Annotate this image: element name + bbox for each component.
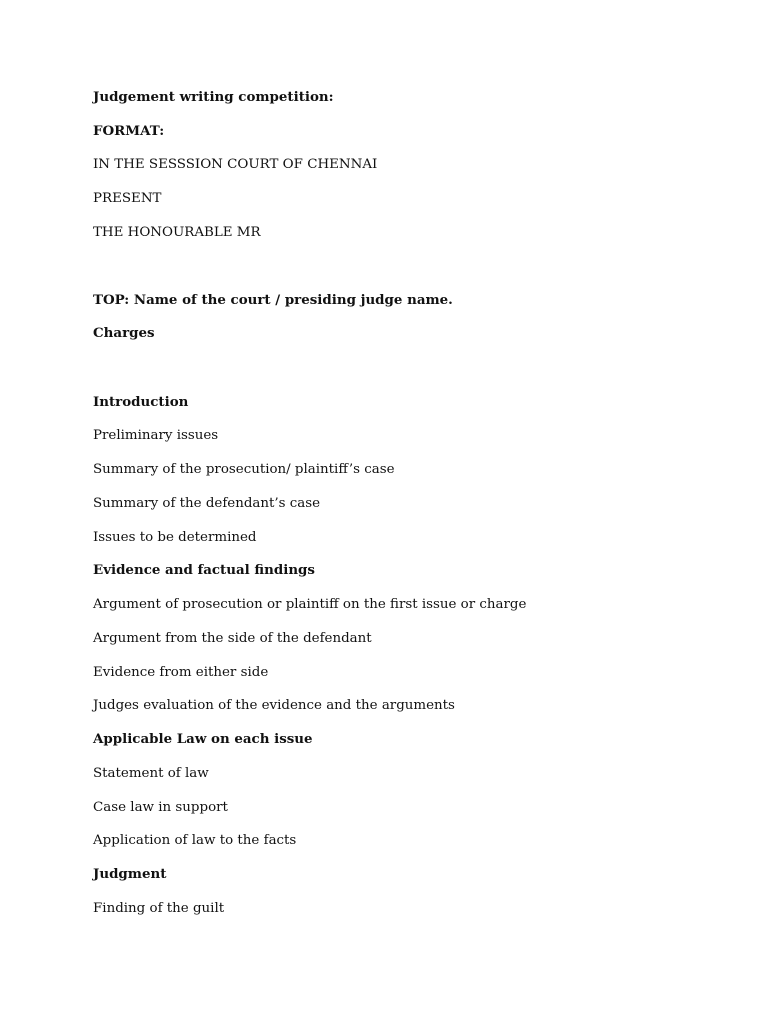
list-item: Evidence from either side <box>93 665 269 680</box>
introduction-heading: Introduction <box>93 394 189 410</box>
list-item: Case law in support <box>93 800 228 815</box>
doc-title: Judgement writing competition: <box>93 89 334 105</box>
applicable-law-heading: Applicable Law on each issue <box>93 731 313 747</box>
court-line: IN THE SESSSION COURT OF CHENNAI <box>93 157 378 172</box>
list-item: Argument from the side of the defendant <box>93 631 372 646</box>
judge-line: THE HONOURABLE MR <box>93 225 261 240</box>
evidence-heading: Evidence and factual findings <box>93 562 315 578</box>
list-item: Finding of the guilt <box>93 901 225 916</box>
list-item: Summary of the prosecution/ plaintiff’s case <box>93 462 395 477</box>
present-line: PRESENT <box>93 191 162 206</box>
list-item: Judges evaluation of the evidence and the arguments <box>93 698 455 713</box>
list-item: Summary of the defendant’s case <box>93 496 321 511</box>
format-heading: FORMAT: <box>93 123 165 139</box>
judgment-heading: Judgment <box>93 866 167 882</box>
list-item: Issues to be determined <box>93 530 257 545</box>
list-item: Statement of law <box>93 766 209 781</box>
list-item: Argument of prosecution or plaintiff on the first issue or charge <box>93 597 527 612</box>
top-heading: TOP: Name of the court / presiding judge name. <box>93 292 453 308</box>
charges-heading: Charges <box>93 325 155 341</box>
list-item: Application of law to the facts <box>93 833 297 848</box>
list-item: Preliminary issues <box>93 428 219 443</box>
